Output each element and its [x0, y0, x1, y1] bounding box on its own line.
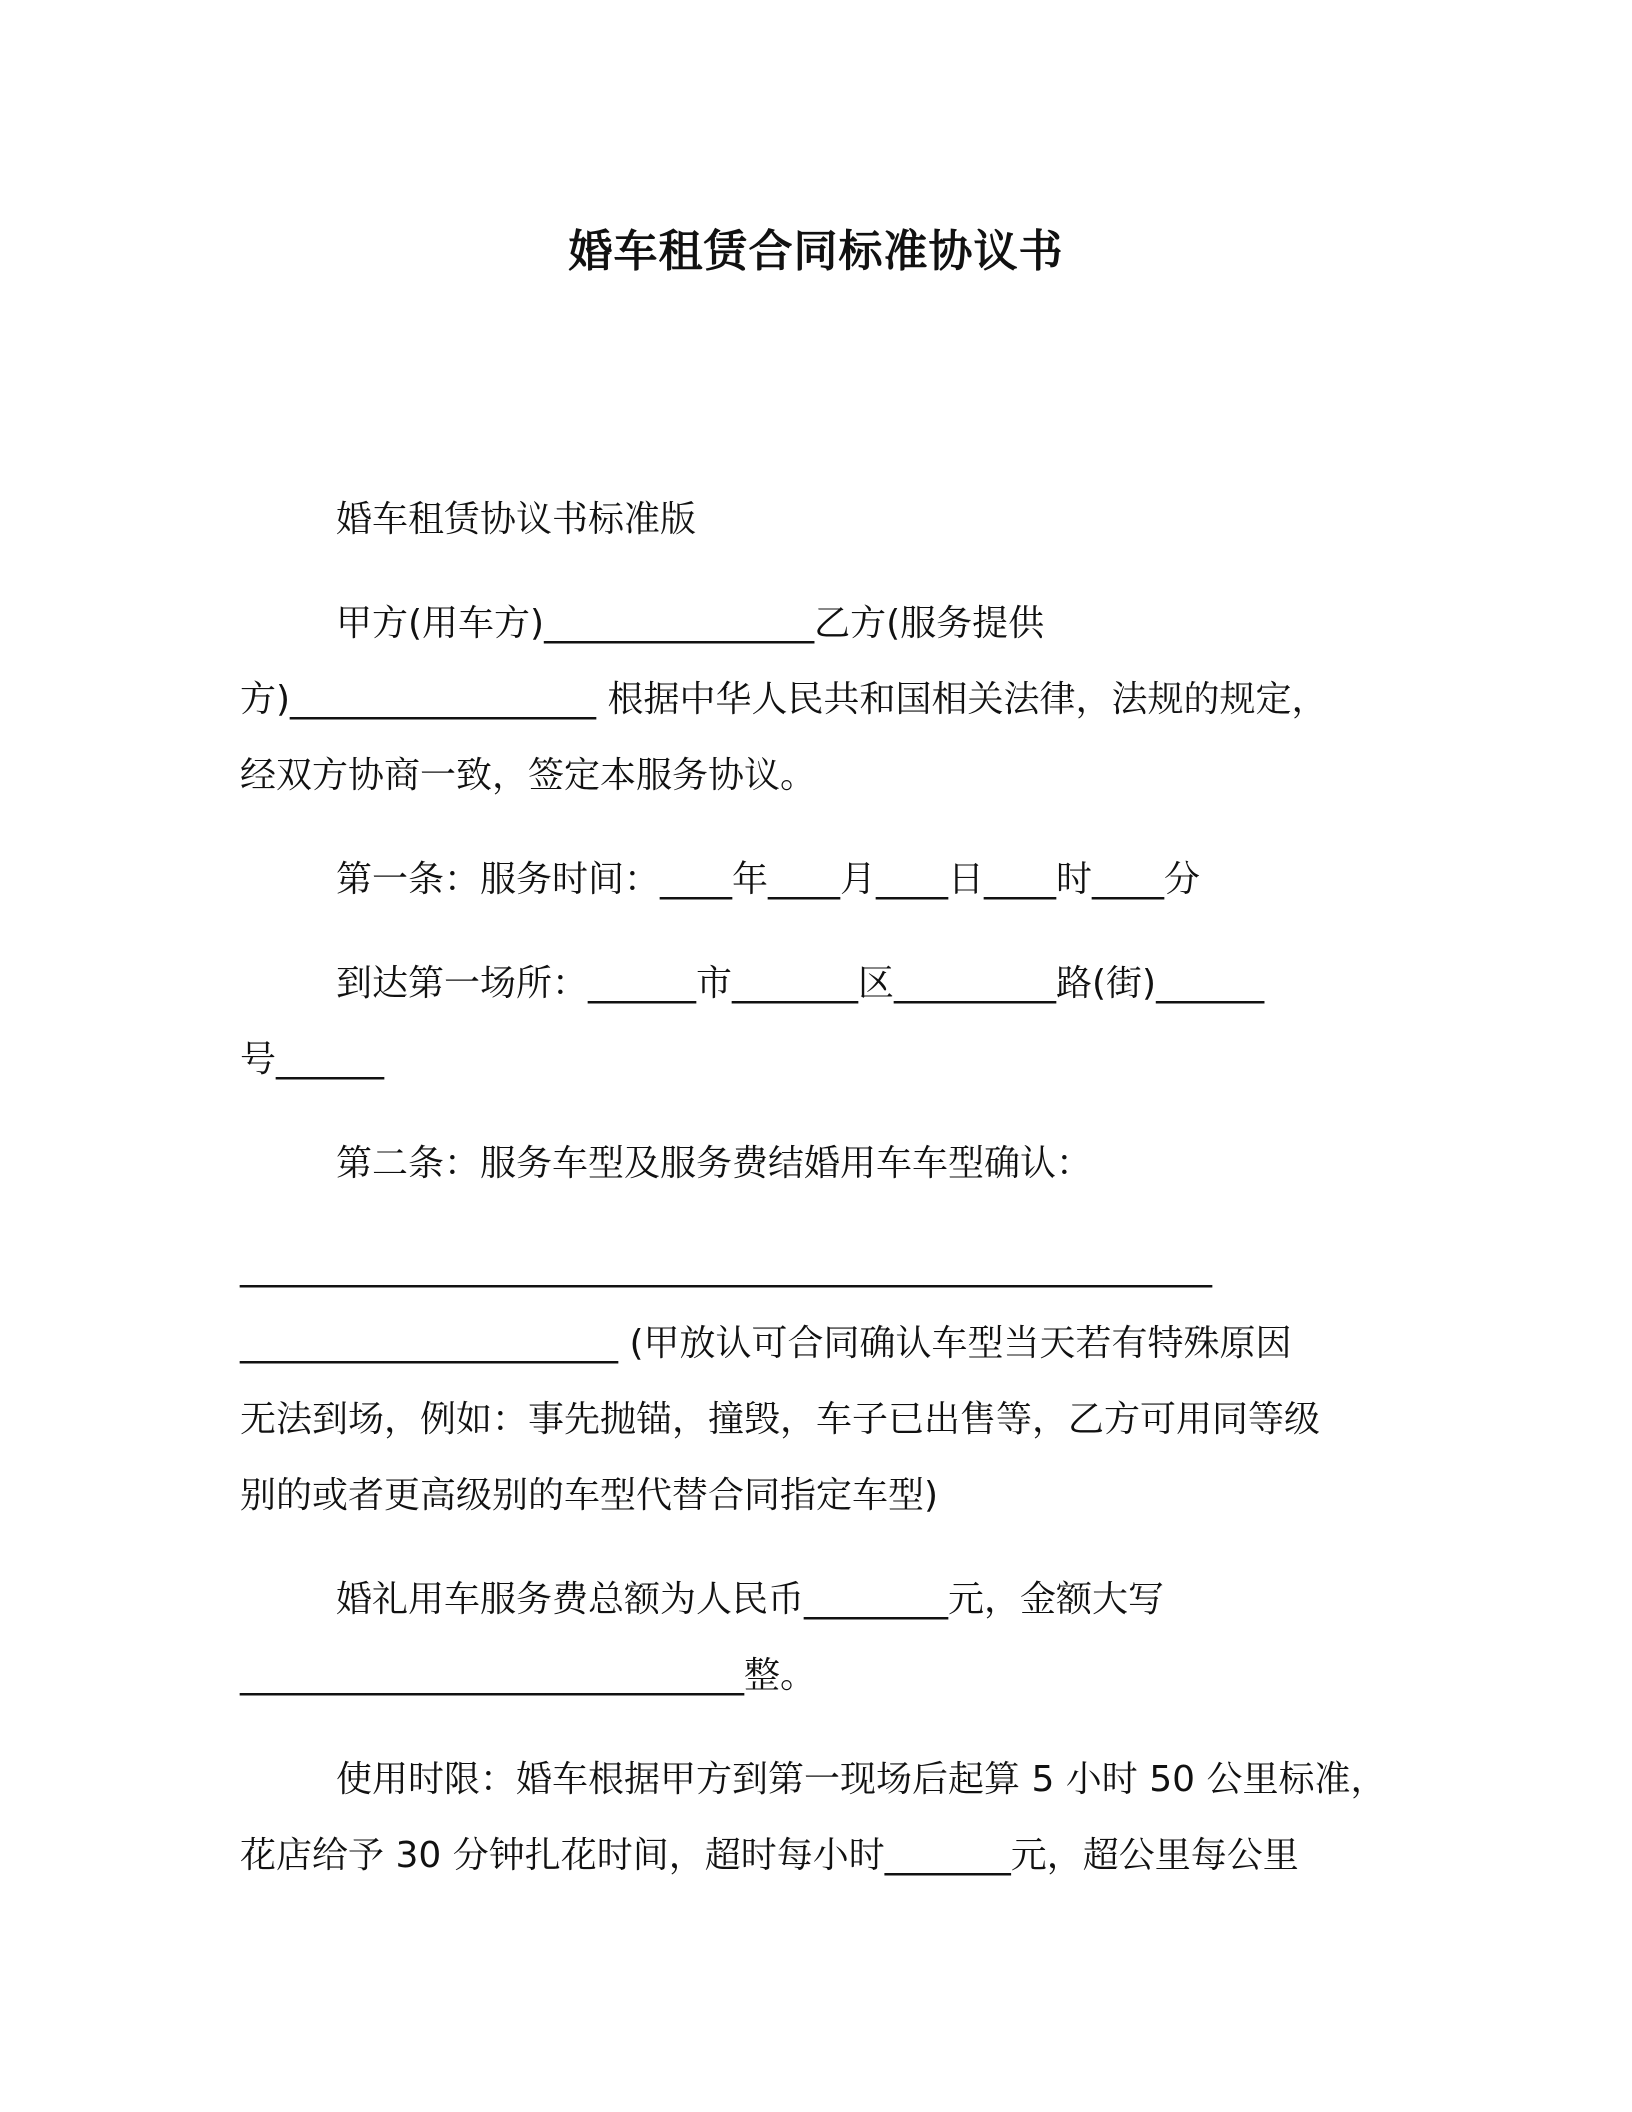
blank-line: ______________________________________________________	[240, 1247, 1212, 1288]
first-venue-line-cont: 号______	[240, 1039, 385, 1080]
usage-limit-line: 使用时限：婚车根据甲方到第一现场后起算 5 小时 50 公里标准，	[336, 1759, 1387, 1800]
fee-line-cont: ____________________________整。	[240, 1655, 816, 1696]
article-2-line: 第二条：服务车型及服务费结婚用车车型确认：	[336, 1143, 1093, 1184]
subtitle-line: 婚车租赁协议书标准版	[336, 499, 697, 540]
party-line-cont: 方)_________________ 根据中华人民共和国相关法律，法规的规定，	[240, 679, 1328, 720]
document-title: 婚车租赁合同标准协议书	[568, 226, 1064, 277]
fee-line: 婚礼用车服务费总额为人民币________元，金额大写	[336, 1579, 1165, 1620]
first-venue-line: 到达第一场所：______市_______区_________路(街)______	[336, 963, 1265, 1004]
car-model-note-line: 无法到场，例如：事先抛锚，撞毁，车子已出售等，乙方可用同等级	[240, 1399, 1321, 1440]
article-1-line: 第一条：服务时间：____年____月____日____时____分	[336, 859, 1201, 900]
usage-limit-line-cont: 花店给予 30 分钟扎花时间，超时每小时_______元，超公里每公里	[240, 1835, 1299, 1876]
party-line: 甲方(用车方)_______________乙方(服务提供	[336, 603, 1045, 644]
party-line-cont: 经双方协商一致，签定本服务协议。	[240, 755, 817, 796]
car-model-note-line: _____________________ (甲放认可合同确认车型当天若有特殊原因	[240, 1323, 1292, 1364]
car-model-note-line: 别的或者更高级别的车型代替合同指定车型)	[240, 1475, 939, 1516]
